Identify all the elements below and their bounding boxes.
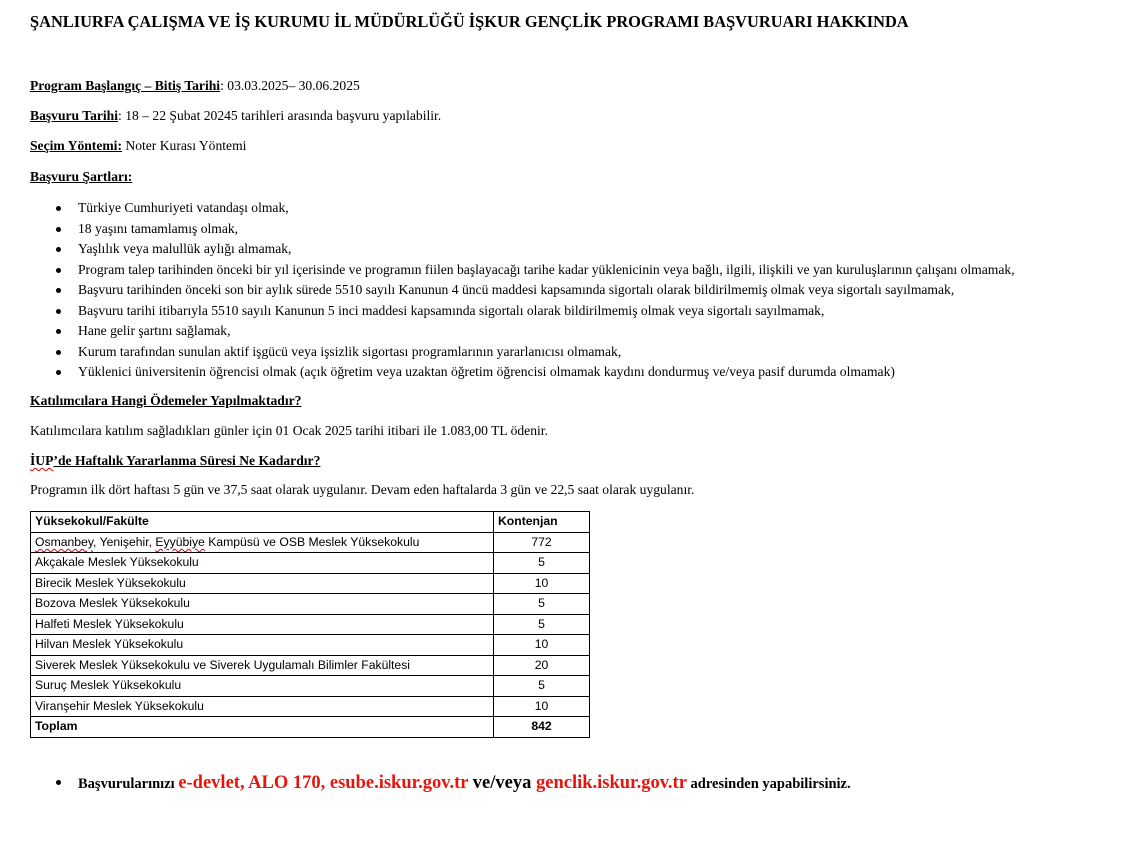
total-quota-cell: 842	[494, 717, 590, 738]
final-note	[30, 768, 851, 799]
application-date-line	[30, 108, 441, 124]
requirements-list	[30, 198, 1015, 383]
requirement-text: Kurum tarafından sunulan aktif işgücü veya işsizlik sigortası programlarının yararlanıcısı olmamak,	[78, 343, 622, 359]
selection-method-line	[30, 138, 246, 154]
application-date-label: Başvuru Tarihi	[30, 108, 119, 123]
bullet-icon	[56, 247, 61, 252]
table-row	[31, 532, 590, 553]
payments-heading	[30, 393, 301, 409]
table-row	[31, 614, 590, 635]
final-note-joiner: ve/veya	[468, 773, 536, 793]
requirement-text: Türkiye Cumhuriyeti vatandaşı olmak,	[78, 200, 289, 215]
quota-table	[30, 511, 590, 738]
requirements-heading	[30, 169, 132, 185]
requirement-text: Yüklenici üniversitenin öğrencisi olmak (açık öğretim veya uzaktan öğretim öğrencisi olmamak kaydını dondurmuş ve/veya pasif durumda olmamak)	[78, 364, 895, 379]
faculty-cell: Suruç Meslek Yüksekokulu	[31, 676, 494, 697]
quota-cell: 10	[494, 573, 590, 594]
page-title: ŞANLIURFA ÇALIŞMA VE İŞ KURUMU İL MÜDÜRLÜĞÜ İŞKUR GENÇLİK PROGRAMI BAŞVURUARI HAKKINDA	[30, 12, 909, 31]
faculty-cell: Siverek Meslek Yüksekokulu ve Siverek Uygulamalı Bilimler Fakültesi	[31, 655, 494, 676]
duration-heading	[30, 453, 320, 469]
table-total-row	[31, 717, 590, 738]
faculty-cell	[31, 532, 494, 553]
final-note-channels: e-devlet, ALO 170, esube.iskur.gov.tr	[178, 773, 469, 793]
duration-text: Programın ilk dört haftası 5 gün ve 37,5 saat olarak uygulanır. Devam eden haftalarda 3 gün ve 22,5 saat olarak uygulanır.	[30, 482, 695, 497]
table-row	[31, 553, 590, 574]
payments-heading-text: Katılımcılara Hangi Ödemeler Yapılmaktadır?	[30, 393, 302, 408]
faculty-cell: Birecik Meslek Yüksekokulu	[31, 573, 494, 594]
program-dates-value: : 03.03.2025– 30.06.2025	[220, 78, 360, 93]
table-row	[31, 635, 590, 656]
bullet-icon	[56, 227, 61, 232]
requirement-text: Yaşlılık veya malullük aylığı almamak,	[78, 241, 292, 256]
quota-cell: 10	[494, 696, 590, 717]
spell-flag-word: Eyyübiye	[155, 534, 205, 549]
bullet-icon	[56, 780, 61, 785]
quota-cell: 20	[494, 655, 590, 676]
quota-cell: 5	[494, 676, 590, 697]
faculty-cell: Bozova Meslek Yüksekokulu	[31, 594, 494, 615]
bullet-icon	[56, 370, 61, 375]
faculty-text-part: Kampüsü ve OSB Meslek Yüksekokulu	[204, 534, 420, 549]
quota-cell: 772	[494, 532, 590, 553]
requirement-text: Başvuru tarihinden önceki son bir aylık sürede 5510 sayılı Kanunun 4 üncü maddesi kapsamında sigortalı olarak bildirilmemiş olmak veya sigortalı sayılmamak,	[78, 282, 955, 297]
quota-cell: 5	[494, 553, 590, 574]
bullet-icon	[56, 309, 61, 314]
selection-method-label: Seçim Yöntemi:	[30, 138, 122, 153]
bullet-icon	[56, 288, 61, 293]
requirement-text: Program talep tarihinden önceki bir yıl içerisinde ve programın fiilen başlayacağı tarihe kadar yüklenicinin veya bağlı, ilgili, ilişkili ve yan kuruluşlarının çalışanı olmamak,	[78, 261, 1015, 277]
selection-method-value: Noter Kurası Yöntemi	[121, 138, 247, 153]
program-dates-label: Program Başlangıç – Bitiş Tarihi	[30, 78, 221, 93]
faculty-cell: Akçakale Meslek Yüksekokulu	[31, 553, 494, 574]
list-item	[30, 219, 1015, 240]
application-date-value: : 18 – 22 Şubat 20245 tarihleri arasında başvuru yapılabilir.	[118, 108, 442, 123]
list-item	[30, 362, 1015, 383]
spell-flag-word: Osmanbey	[35, 534, 94, 549]
table-row	[31, 676, 590, 697]
final-note-prefix: Başvurularınızı	[78, 776, 179, 792]
faculty-cell: Viranşehir Meslek Yüksekokulu	[31, 696, 494, 717]
table-row	[31, 696, 590, 717]
table-row	[31, 573, 590, 594]
faculty-cell: Hilvan Meslek Yüksekokulu	[31, 635, 494, 656]
list-item	[30, 301, 1015, 322]
table-header-row	[31, 512, 590, 533]
list-item	[30, 198, 1015, 219]
list-item	[30, 260, 1015, 281]
requirement-text: Hane gelir şartını sağlamak,	[78, 323, 231, 338]
requirement-text: Başvuru tarihi itibarıyla 5510 sayılı Kanunun 5 inci maddesi kapsamında sigortalı olarak bildirilmemiş olmak veya sigortalı sayılmamak,	[78, 302, 825, 318]
quota-cell: 5	[494, 594, 590, 615]
final-note-suffix: adresinden yapabilirsiniz.	[686, 776, 851, 792]
list-item	[30, 321, 1015, 342]
quota-cell: 10	[494, 635, 590, 656]
table-row	[31, 655, 590, 676]
bullet-icon	[56, 350, 61, 355]
table-row	[31, 594, 590, 615]
faculty-text-part: , Yenişehir,	[93, 534, 156, 549]
faculty-cell: Halfeti Meslek Yüksekokulu	[31, 614, 494, 635]
payments-text: Katılımcılara katılım sağladıkları günler için 01 Ocak 2025 tarihi itibari ile 1.083,00 TL ödenir.	[30, 423, 548, 438]
duration-heading-prefix: İUP	[30, 453, 54, 468]
list-item	[30, 239, 1015, 260]
requirement-text: 18 yaşını tamamlamış olmak,	[78, 220, 239, 236]
bullet-icon	[56, 268, 61, 273]
header-quota: Kontenjan	[494, 512, 590, 533]
total-label-cell: Toplam	[31, 717, 494, 738]
quota-cell: 5	[494, 614, 590, 635]
final-note-site: genclik.iskur.gov.tr	[535, 773, 687, 793]
duration-heading-rest: ’de Haftalık Yararlanma Süresi Ne Kadardır?	[53, 453, 321, 468]
requirements-heading-text: Başvuru Şartları:	[30, 169, 133, 184]
program-dates-line	[30, 78, 360, 94]
bullet-icon	[56, 206, 61, 211]
list-item	[30, 280, 1015, 301]
header-faculty: Yüksekokul/Fakülte	[31, 512, 494, 533]
list-item	[30, 342, 1015, 363]
bullet-icon	[56, 329, 61, 334]
